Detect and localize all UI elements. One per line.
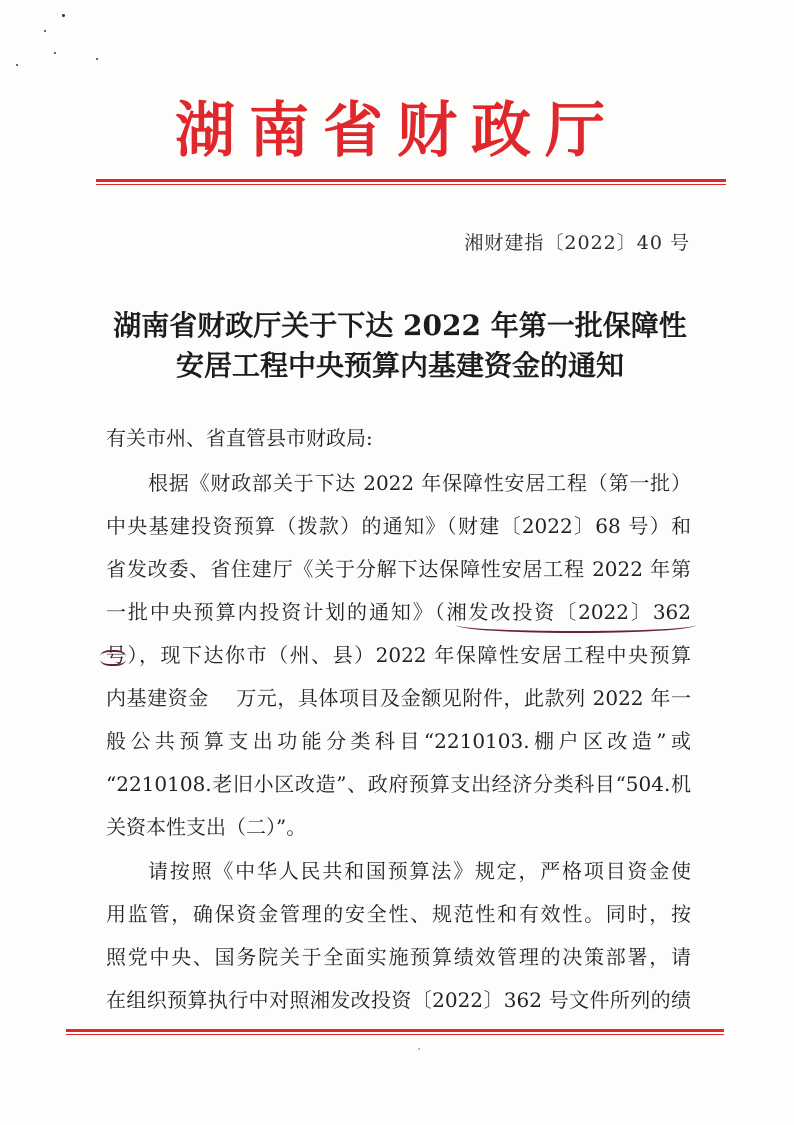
paragraph-line: 照党中央、国务院关于全面实施预算绩效管理的决策部署，请 [106,945,691,969]
paragraph-line: 在组织预算执行中对照湘发改投资〔2022〕362 号文件所列的绩 [106,988,691,1012]
paragraph-line: 请按照《中华人民共和国预算法》规定，严格项目资金使 [148,859,691,883]
paragraph-line: 关资本性支出（二）”。 [106,815,307,839]
document-number: 湘财建指〔2022〕40 号 [464,232,690,254]
document-title-line-1: 湖南省财政厅关于下达 2022 年第一批保障性 [113,309,687,342]
document-title-line-2: 安居工程中央预算内基建资金的通知 [175,349,624,382]
header-red-rule [96,179,726,182]
paragraph-line: 一批中央预算内投资计划的通知》（湘发改投资〔2022〕362 [106,600,691,624]
paragraph-line: 内基建资金 万元，具体项目及金额见附件，此款列 2022 年一 [106,686,691,710]
header-red-rule-thin [96,184,726,185]
issuer-masthead: 湖南省财政厅 [175,96,619,166]
footer-red-rule [66,1029,724,1032]
paragraph-line: 根据《财政部关于下达 2022 年保障性安居工程（第一批） [148,471,691,495]
paragraph-line: 中央基建投资预算（拨款）的通知》（财建〔2022〕68 号）和 [106,514,691,538]
paragraph-line: “2210108.老旧小区改造”、政府预算支出经济分类科目“504.机 [106,772,691,796]
scan-speck [418,1048,420,1050]
paragraph-line: 号），现下达你市（州、县）2022 年保障性安居工程中央预算 [106,643,691,667]
paragraph-line: 用监管，确保资金管理的安全性、规范性和有效性。同时，按 [106,902,691,926]
handwritten-underline [456,617,696,633]
handwritten-mark [100,650,126,666]
paragraph-line: 般公共预算支出功能分类科目“2210103.棚户区改造”或 [106,729,691,753]
footer-red-rule-thin [66,1034,724,1035]
paragraph-line: 省发改委、省住建厅《关于分解下达保障性安居工程 2022 年第 [106,557,691,581]
salutation: 有关市州、省直管县市财政局: [106,426,373,450]
